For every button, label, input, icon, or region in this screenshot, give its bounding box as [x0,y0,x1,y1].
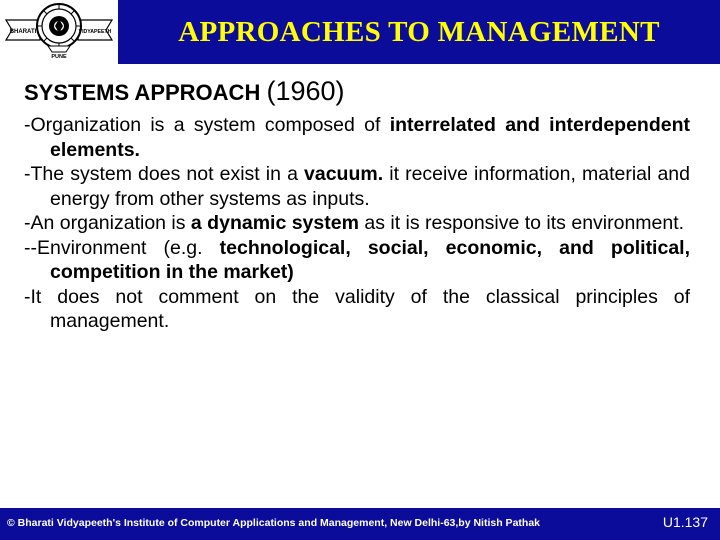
paragraph-2-bold: vacuum. [304,163,384,185]
paragraph-4 [24,236,690,285]
paragraph-2-text: -The system does not exist in a [24,163,305,185]
paragraph-5 [24,285,690,334]
paragraph-2-tail: it receive information, material and energy from other systems as inputs. [50,163,690,210]
paragraph-3 [24,211,690,236]
body-text [24,113,690,334]
header-bar [118,0,720,64]
slide-number: U1.137 [662,514,708,530]
section-subtitle [24,76,345,107]
logo-text-left: BHARATI [9,29,37,35]
institution-emblem-icon [0,0,118,64]
page-title: APPROACHES TO MANAGEMENT [178,15,660,48]
paragraph-2 [24,162,690,211]
paragraph-3-text: -An organization is [24,212,191,234]
footer-bar [0,508,720,540]
footer-credit: © Bharati Vidyapeeth's Institute of Computer Applications and Management, New Delhi-63,by Nitish Pathak [7,517,540,529]
subtitle-label: SYSTEMS APPROACH [24,80,261,105]
paragraph-4-text: --Environment (e.g. [24,236,220,259]
paragraph-5-text: -It does not comment on the validity of the classical principles of management. [24,285,690,332]
subtitle-year: (1960) [266,76,345,106]
paragraph-3-tail: as it is responsive to its environment. [358,212,685,234]
logo-text-right: VIDYAPEETH [78,29,112,35]
paragraph-4-bold: technological, social, economic, and political, competition in the market) [50,236,691,283]
paragraph-3-bold: a dynamic system [190,212,359,234]
logo-text-bottom: PUNE [51,54,67,60]
logo-area [0,0,118,64]
paragraph-1-text: -Organization is a system composed of [24,114,390,136]
paragraph-1 [24,113,690,162]
paragraph-1-bold: interrelated and interdependent elements. [50,114,690,161]
